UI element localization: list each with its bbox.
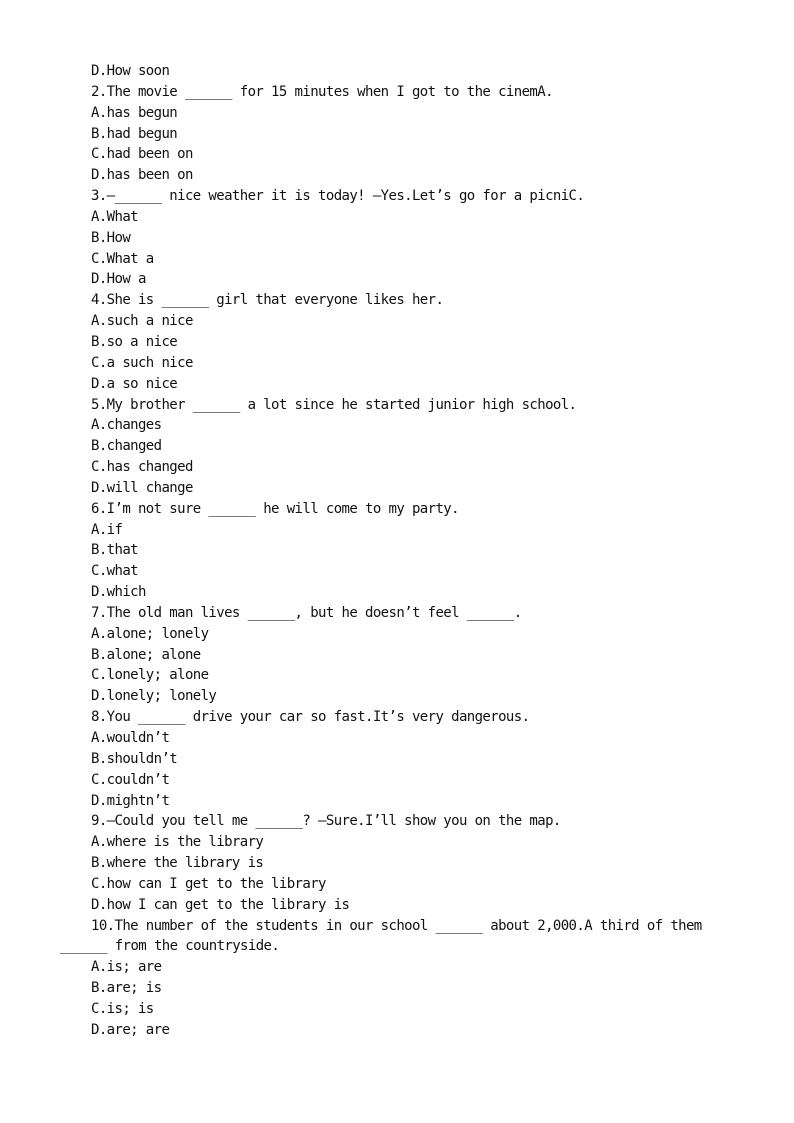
option-c-q4: C.a such nice xyxy=(91,354,193,371)
option-a-q5: A.changes xyxy=(91,417,162,434)
option-d-q6: D.which xyxy=(91,584,146,601)
option-d-q7: D.lonely; lonely xyxy=(91,688,217,705)
option-a-q6: A.if xyxy=(91,521,123,538)
option-d-q3: D.How a xyxy=(91,271,146,288)
question-4: 4.She is ______ girl that everyone likes her. xyxy=(91,292,444,309)
option-d-q5: D.will change xyxy=(91,479,193,496)
option-c-q2: C.had been on xyxy=(91,146,193,163)
option-b-q5: B.changed xyxy=(91,438,162,455)
option-d-q1: D.How soon xyxy=(91,63,170,79)
option-c-q5: C.has changed xyxy=(91,459,193,476)
question-9: 9.—Could you tell me ______? —Sure.I’ll show you on the map. xyxy=(91,813,561,830)
option-a-q9: A.where is the library xyxy=(91,834,264,851)
question-2: 2.The movie ______ for 15 minutes when I got to the cinemA. xyxy=(91,83,553,100)
option-a-q4: A.such a nice xyxy=(91,313,193,330)
document-page xyxy=(60,61,736,1041)
option-b-q7: B.alone; alone xyxy=(91,646,201,663)
option-b-q10: B.are; is xyxy=(91,980,162,997)
question-5: 5.My brother ______ a lot since he started junior high school. xyxy=(91,396,577,413)
question-6: 6.I’m not sure ______ he will come to my party. xyxy=(91,500,459,517)
option-b-q2: B.had begun xyxy=(91,125,178,142)
option-b-q3: B.How xyxy=(91,229,131,246)
option-d-q2: D.has been on xyxy=(91,167,193,184)
option-c-q10: C.is; is xyxy=(91,1000,154,1017)
option-d-q4: D.a so nice xyxy=(91,375,178,392)
question-7: 7.The old man lives ______, but he doesn’t feel ______. xyxy=(91,604,522,621)
option-d-q9: D.how I can get to the library is xyxy=(91,896,350,913)
option-b-q6: B.that xyxy=(91,542,138,559)
option-d-q10: D.are; are xyxy=(91,1021,170,1038)
option-a-q7: A.alone; lonely xyxy=(91,625,209,642)
question-3: 3.—______ nice weather it is today! —Yes.Let’s go for a picniC. xyxy=(91,188,585,205)
option-a-q10: A.is; are xyxy=(91,959,162,976)
option-c-q3: C.What a xyxy=(91,250,154,267)
option-c-q8: C.couldn’t xyxy=(91,771,170,788)
question-10: 10.The number of the students in our school ______ about 2,000.A third of them ______ from the countryside. xyxy=(60,917,702,955)
option-b-q4: B.so a nice xyxy=(91,333,178,350)
option-a-q3: A.What xyxy=(91,208,138,225)
option-c-q6: C.what xyxy=(91,563,138,580)
option-b-q8: B.shouldn’t xyxy=(91,750,178,767)
option-c-q7: C.lonely; alone xyxy=(91,667,209,684)
option-a-q8: A.wouldn’t xyxy=(91,730,170,746)
question-8: 8.You ______ drive your car so fast.It’s very dangerous. xyxy=(91,709,530,726)
option-c-q9: C.how can I get to the library xyxy=(91,875,326,892)
option-a-q2: A.has begun xyxy=(91,104,178,121)
option-b-q9: B.where the library is xyxy=(91,855,264,872)
option-d-q8: D.mightn’t xyxy=(91,792,170,809)
